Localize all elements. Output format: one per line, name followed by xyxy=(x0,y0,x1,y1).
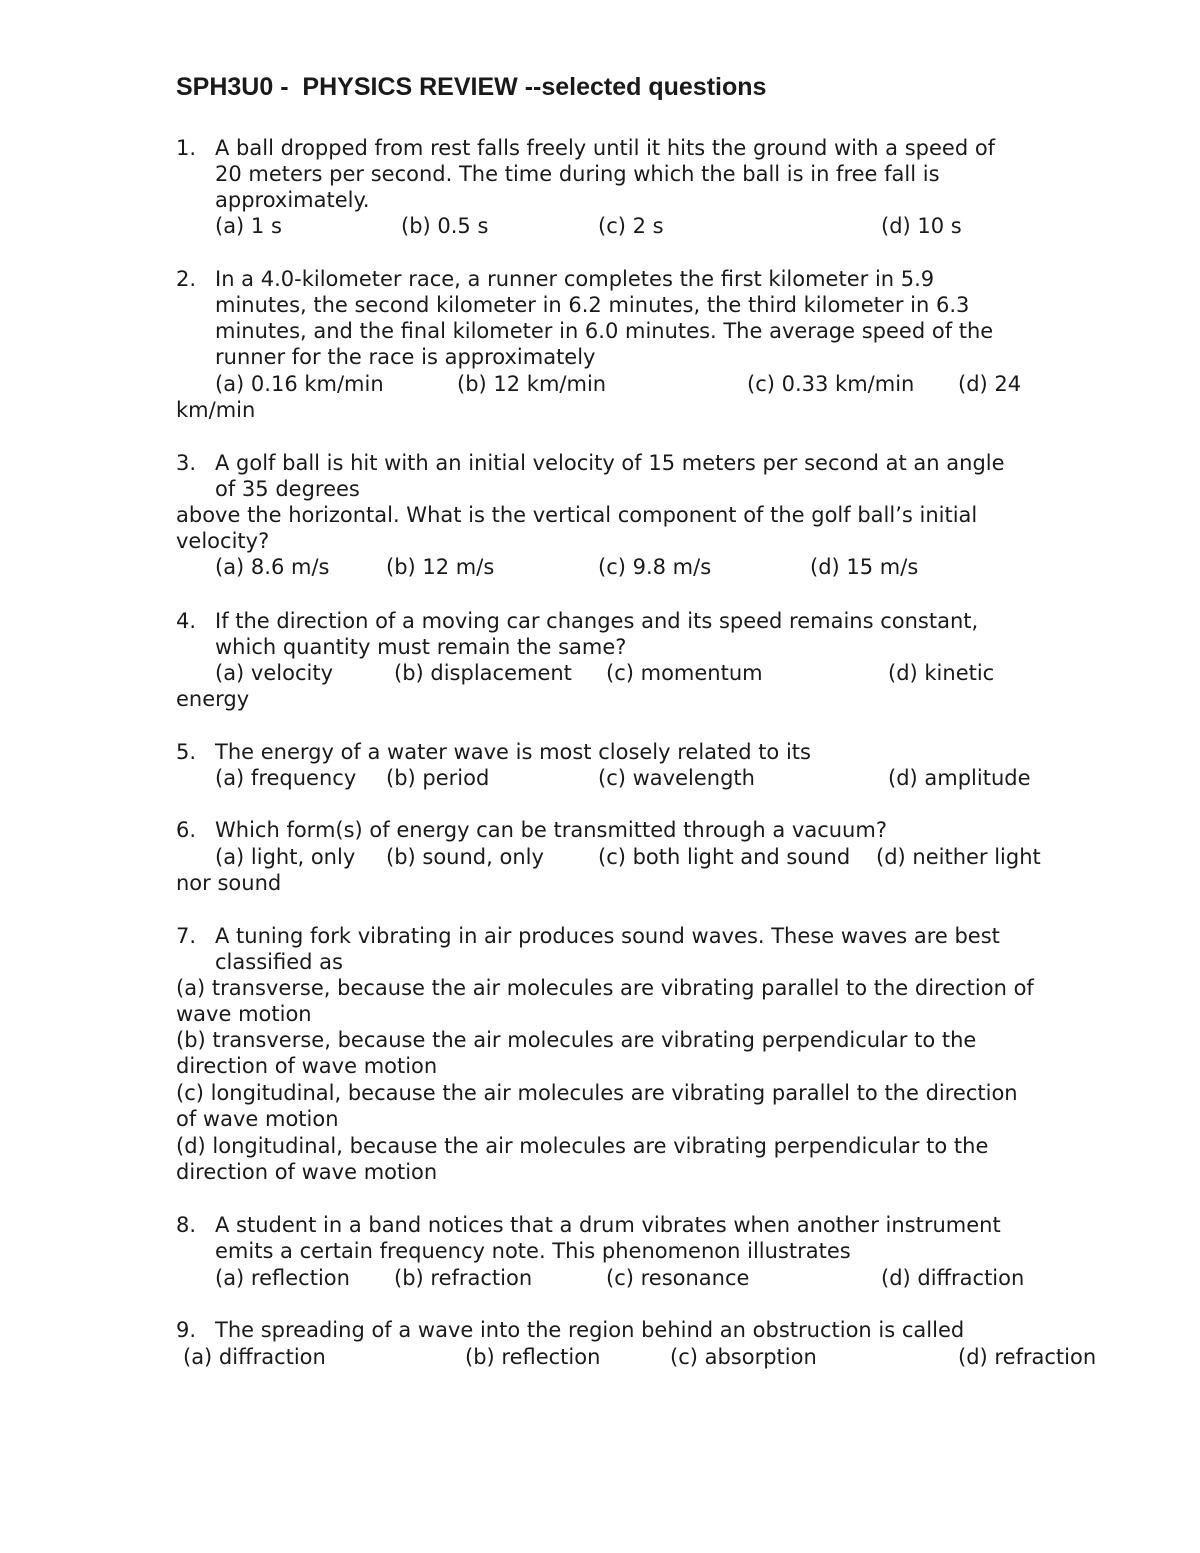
answer-option: (d) neither light xyxy=(876,845,1041,869)
question-number: 5. xyxy=(176,740,197,764)
answer-option: (c) 9.8 m/s xyxy=(598,555,712,579)
answer-option: (a) velocity xyxy=(215,661,334,685)
answer-option: wave motion xyxy=(176,1002,312,1026)
answer-option: (a) transverse, because the air molecules are vibrating parallel to the direction of xyxy=(176,976,1034,1000)
question-number: 3. xyxy=(176,451,197,475)
answer-option-wrap: energy xyxy=(176,687,250,711)
answer-option: (b) 12 m/s xyxy=(386,555,495,579)
question-number: 8. xyxy=(176,1213,197,1237)
question-text: A golf ball is hit with an initial velocity of 15 meters per second at an angle xyxy=(215,451,1005,475)
answer-option: of wave motion xyxy=(176,1107,339,1131)
question-number: 9. xyxy=(176,1318,197,1342)
answer-option: (b) reflection xyxy=(465,1345,601,1369)
answer-option: (b) period xyxy=(386,766,490,790)
question-number: 1. xyxy=(176,136,197,160)
answer-option: (d) refraction xyxy=(958,1345,1097,1369)
answer-option: (c) 0.33 km/min xyxy=(747,372,915,396)
answer-option: (d) amplitude xyxy=(888,766,1031,790)
answer-option-wrap: km/min xyxy=(176,398,256,422)
question-text: velocity? xyxy=(176,529,270,553)
question-text: classified as xyxy=(215,950,343,974)
answer-option: (a) 0.16 km/min xyxy=(215,372,384,396)
question-number: 2. xyxy=(176,267,197,291)
answer-option-wrap: nor sound xyxy=(176,871,282,895)
answer-option: (c) longitudinal, because the air molecules are vibrating parallel to the direction xyxy=(176,1081,1018,1105)
answer-option: (a) diffraction xyxy=(183,1345,326,1369)
answer-option: direction of wave motion xyxy=(176,1054,438,1078)
question-text: above the horizontal. What is the vertical component of the golf ball’s initial xyxy=(176,503,978,527)
answer-option: (a) 1 s xyxy=(215,214,282,238)
question-text: minutes, and the final kilometer in 6.0 minutes. The average speed of the xyxy=(215,319,994,343)
question-text: emits a certain frequency note. This phenomenon illustrates xyxy=(215,1239,851,1263)
answer-option: (d) 24 xyxy=(958,372,1022,396)
answer-option: (b) 12 km/min xyxy=(457,372,607,396)
question-text: The spreading of a wave into the region behind an obstruction is called xyxy=(215,1318,965,1342)
question-text: A student in a band notices that a drum vibrates when another instrument xyxy=(215,1213,1001,1237)
answer-option: (d) kinetic xyxy=(888,661,995,685)
question-text: The energy of a water wave is most closely related to its xyxy=(215,740,811,764)
answer-option: (b) refraction xyxy=(394,1266,533,1290)
answer-option: (c) momentum xyxy=(606,661,763,685)
answer-option: (b) displacement xyxy=(394,661,572,685)
answer-option: (c) 2 s xyxy=(598,214,664,238)
answer-option: (a) reflection xyxy=(215,1266,350,1290)
answer-option: (b) transverse, because the air molecules are vibrating perpendicular to the xyxy=(176,1028,977,1052)
answer-option: (d) 15 m/s xyxy=(810,555,919,579)
answer-option: (c) both light and sound xyxy=(598,845,851,869)
answer-option: (c) absorption xyxy=(670,1345,817,1369)
answer-option: direction of wave motion xyxy=(176,1160,438,1184)
question-text: In a 4.0-kilometer race, a runner completes the first kilometer in 5.9 xyxy=(215,267,935,291)
question-text: runner for the race is approximately xyxy=(215,345,596,369)
question-text: which quantity must remain the same? xyxy=(215,635,627,659)
page-title: SPH3U0 - PHYSICS REVIEW --selected questions xyxy=(176,73,767,101)
question-number: 7. xyxy=(176,924,197,948)
question-text: minutes, the second kilometer in 6.2 minutes, the third kilometer in 6.3 xyxy=(215,293,970,317)
answer-option: (a) light, only xyxy=(215,845,356,869)
answer-option: (b) 0.5 s xyxy=(401,214,489,238)
question-number: 6. xyxy=(176,818,197,842)
answer-option: (c) wavelength xyxy=(598,766,755,790)
question-text: of 35 degrees xyxy=(215,477,360,501)
question-text: If the direction of a moving car changes and its speed remains constant, xyxy=(215,609,979,633)
answer-option: (d) 10 s xyxy=(881,214,962,238)
question-text: A ball dropped from rest falls freely until it hits the ground with a speed of xyxy=(215,136,996,160)
answer-option: (a) 8.6 m/s xyxy=(215,555,330,579)
answer-option: (b) sound, only xyxy=(386,845,544,869)
answer-option: (c) resonance xyxy=(606,1266,750,1290)
question-text: 20 meters per second. The time during which the ball is in free fall is xyxy=(215,162,940,186)
question-text: A tuning fork vibrating in air produces sound waves. These waves are best xyxy=(215,924,1000,948)
answer-option: (a) frequency xyxy=(215,766,357,790)
answer-option: (d) diffraction xyxy=(881,1266,1025,1290)
question-text: Which form(s) of energy can be transmitted through a vacuum? xyxy=(215,818,887,842)
question-text: approximately. xyxy=(215,188,370,212)
answer-option: (d) longitudinal, because the air molecules are vibrating perpendicular to the xyxy=(176,1134,989,1158)
question-number: 4. xyxy=(176,609,197,633)
